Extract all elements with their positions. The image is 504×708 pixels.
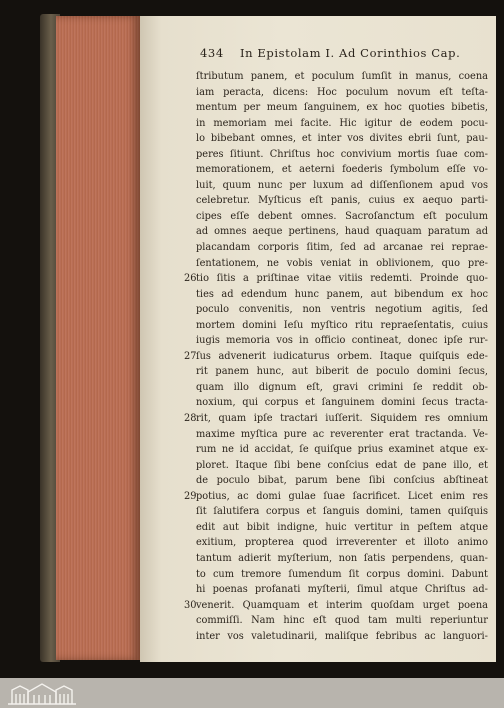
text-line <box>196 333 488 349</box>
text-line <box>184 489 488 505</box>
line-text: ties ad edendum hunc panem, aut bibendum ex hoc <box>196 288 488 300</box>
text-line <box>196 380 488 396</box>
line-text: hi poenas profanati myſterii, ſimul atque Chriſtus ad- <box>196 584 488 596</box>
line-text: mortem domini Ieſu myſtico ritu repraeſentatis, cuius <box>196 319 488 331</box>
text-line <box>196 629 488 645</box>
line-text: ad omnes aeque pertinens, haud quaquam paratum ad <box>196 226 488 238</box>
text-line <box>196 458 488 474</box>
text-line <box>196 240 488 256</box>
line-text: rit, quam ipſe tractari iuſſerit. Siquidem res omnium <box>196 413 488 425</box>
text-line <box>196 504 488 520</box>
text-line <box>196 567 488 583</box>
text-line <box>184 271 488 287</box>
line-text: poculo convenitis, non ventris negotium agitis, ſed <box>196 304 488 316</box>
line-text: tantum adierit myſterium, non ſatis perpendens, quan- <box>196 552 488 564</box>
line-text: luit, quum nunc per luxum ad diſſenſionem apud vos <box>196 179 488 191</box>
text-line <box>196 224 488 240</box>
line-text: ploret. Itaque ſibi bene conſcius edat de pane illo, et <box>196 459 488 471</box>
line-text: inter vos valetudinarii, maliſque febribus ac languori- <box>196 630 488 642</box>
line-text: ſus advenerit iudicaturus orbem. Itaque quiſquis ede- <box>196 350 488 362</box>
line-text: mentum per meum ſanguinem, ex hoc quoties bibetis, <box>196 102 488 114</box>
text-line <box>196 302 488 318</box>
line-text: venerit. Quamquam et interim quoſdam urget poena <box>196 599 488 611</box>
line-text: quam illo dignum eſt, gravi crimini ſe reddit ob- <box>196 381 488 393</box>
text-line <box>196 178 488 194</box>
text-line <box>196 535 488 551</box>
page-body-text <box>184 69 488 644</box>
verse-number: 27 <box>184 350 197 362</box>
library-building-logo <box>6 680 78 706</box>
line-text: commiſſi. Nam hinc eſt quod tam multi reperiuntur <box>196 615 488 627</box>
text-line <box>184 411 488 427</box>
line-text: iugis memoria vos in officio contineat, donec ipſe rur- <box>196 335 488 347</box>
text-line <box>196 69 488 85</box>
line-text: de poculo bibat, parum bene ſibi conſcius abſtineat <box>196 475 488 487</box>
line-text: placandam corporis ſitim, ſed ad arcanae rei reprae- <box>196 242 488 254</box>
line-text: edit aut bibit indigne, huic vertitur in peſtem atque <box>196 521 488 533</box>
text-line <box>196 100 488 116</box>
text-line <box>196 162 488 178</box>
line-text: rit panem hunc, aut biberit de poculo domini ſecus, <box>196 366 488 378</box>
text-line <box>196 147 488 163</box>
running-head-title: In Epistolam I. Ad Corinthios <box>240 46 428 60</box>
text-line <box>196 520 488 536</box>
verse-number: 28 <box>184 413 197 425</box>
line-text: in memoriam mei facite. Hic igitur de eodem pocu- <box>196 117 488 129</box>
page-edges <box>56 16 140 660</box>
running-head-cap: Cap. <box>431 46 461 60</box>
line-text: noxium, qui corpus et ſanguinem domini ſecus tracta- <box>196 397 488 409</box>
text-line <box>196 116 488 132</box>
text-line <box>196 209 488 225</box>
text-line <box>196 551 488 567</box>
line-text: memorationem, et aeterni foederis ſymbolum eſſe vo- <box>196 164 488 176</box>
line-text: rum ne id accidat, ſe quiſque prius examinet atque ex- <box>196 444 488 456</box>
text-line <box>196 318 488 334</box>
text-line <box>196 256 488 272</box>
page-number: 434 <box>200 46 224 60</box>
line-text: iam peracta, dicens: Hoc poculum novum eſt teſta- <box>196 86 488 98</box>
text-line <box>196 473 488 489</box>
line-text: tio ſitis a priſtinae vitae vitiis redemti. Proinde quo- <box>196 273 488 285</box>
verse-number: 30 <box>184 599 197 611</box>
running-header <box>200 46 460 60</box>
verse-number: 26 <box>184 273 197 285</box>
text-line <box>196 193 488 209</box>
line-text: peres ſitiunt. Chriſtus hoc convivium mortis ſuae com- <box>196 148 488 160</box>
line-text: ſentationem, ne vobis veniat in oblivionem, quo pre- <box>196 257 488 269</box>
text-line <box>196 131 488 147</box>
text-line <box>184 598 488 614</box>
line-text: lo bibebant omnes, et inter vos divites ebrii ſunt, pau- <box>196 133 488 145</box>
line-text: maxime myſtica pure ac reverenter erat tractanda. Ve- <box>196 428 488 440</box>
line-text: potius, ac domi gulae ſuae ſacrificet. Licet enim res <box>196 490 488 502</box>
text-line <box>196 442 488 458</box>
line-text: exitium, propterea quod irreverenter et illoto animo <box>196 537 488 549</box>
text-line <box>196 427 488 443</box>
line-text: celebretur. Myſticus eſt panis, cuius ex aequo parti- <box>196 195 488 207</box>
line-text: to cum tremore ſumendum ſit corpus domini. Dabunt <box>196 568 488 580</box>
text-line <box>196 613 488 629</box>
text-line <box>184 349 488 365</box>
text-line <box>196 85 488 101</box>
line-text: ſit ſalutifera corpus et ſanguis domini, tamen quiſquis <box>196 506 488 518</box>
library-footer-strip <box>0 678 504 708</box>
text-line <box>196 582 488 598</box>
line-text: ſtributum panem, et poculum ſumſit in manus, coena <box>196 71 488 82</box>
text-line <box>196 364 488 380</box>
text-line <box>196 287 488 303</box>
verse-number: 29 <box>184 490 197 502</box>
text-line <box>196 395 488 411</box>
line-text: cipes eſſe debent omnes. Sacroſanctum eſt poculum <box>196 210 488 222</box>
